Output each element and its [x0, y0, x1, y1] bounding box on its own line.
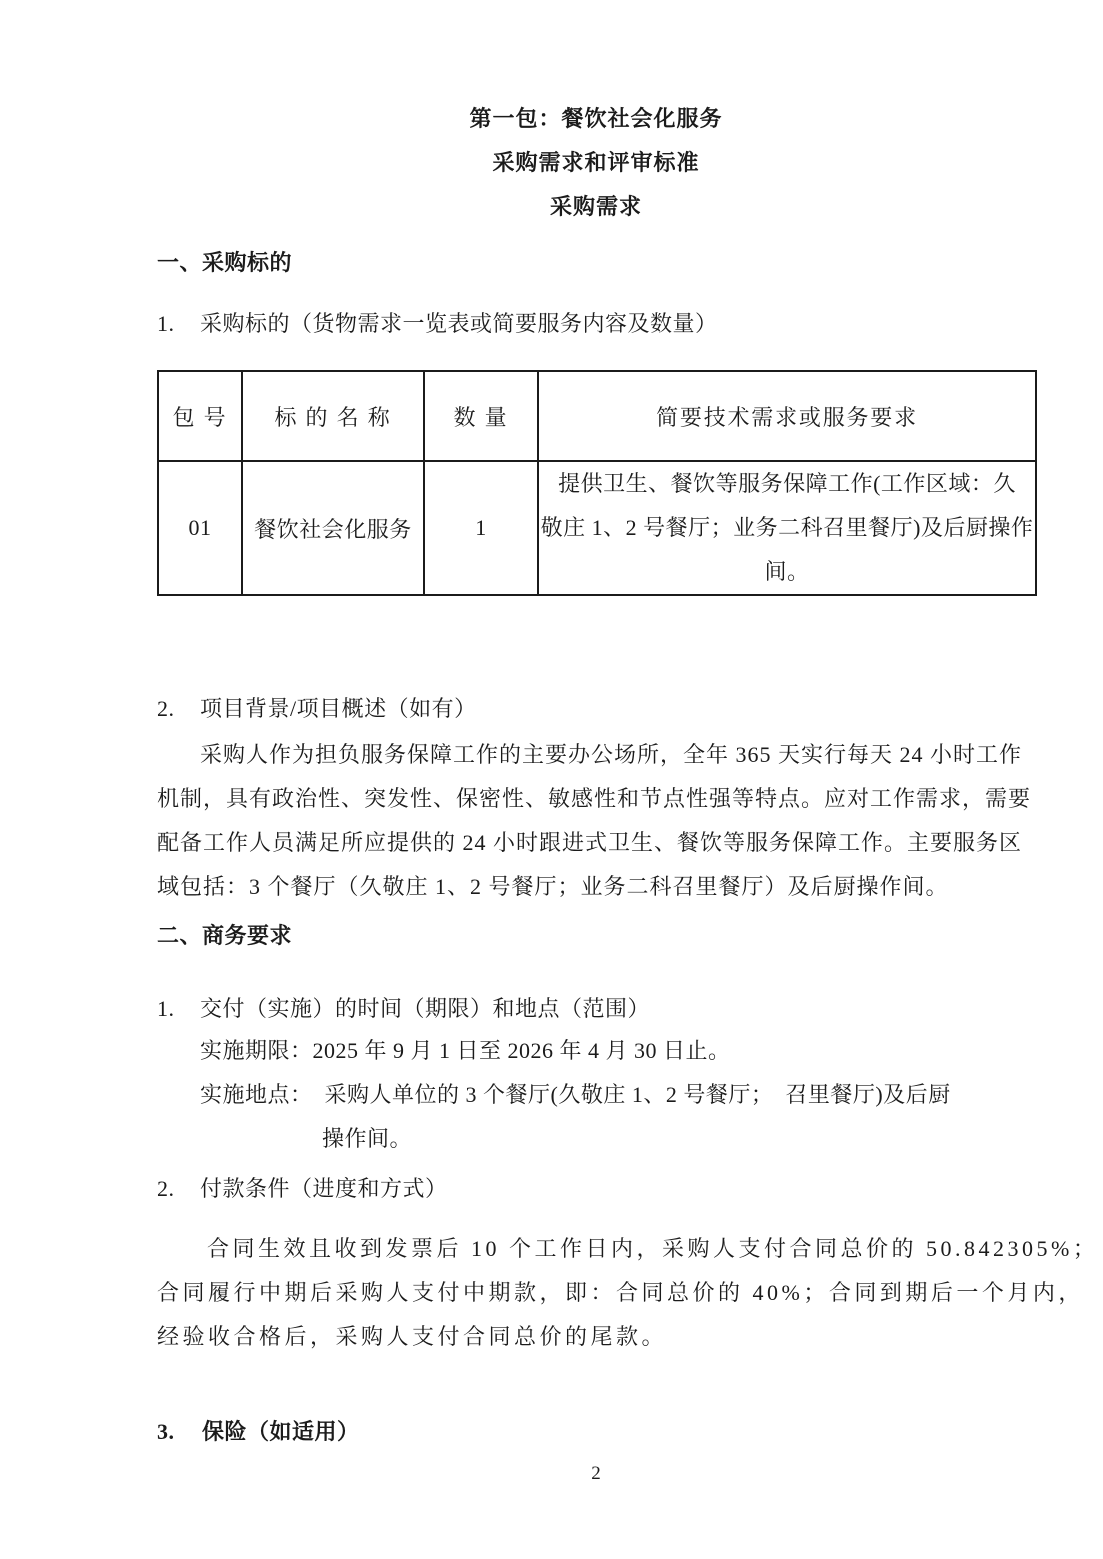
doc-title-requirements-standards: 采购需求和评审标准	[492, 150, 700, 175]
list-item-payment-terms	[157, 1176, 1035, 1202]
section-heading-business-requirements: 二、商务要求	[157, 923, 293, 948]
item-text: 付款条件（进度和方式）	[200, 1176, 448, 1201]
header-cell-requirements: 简要技术需求或服务要求	[538, 371, 1036, 461]
paragraph-line: 合同履行中期后采购人支付中期款，即：合同总价的 40%；合同到期后一个月内，	[157, 1280, 1084, 1305]
list-item-procurement-subject	[157, 311, 1035, 337]
header-cell-subject-name: 标 的 名 称	[242, 371, 424, 461]
doc-title-requirements: 采购需求	[549, 194, 642, 219]
delivery-location-continuation: 操作间。	[322, 1126, 413, 1151]
item-text: 保险（如适用）	[202, 1419, 360, 1444]
item-number: 1.	[157, 996, 175, 1021]
table-data-row	[158, 461, 1036, 595]
header-cell-quantity: 数 量	[424, 371, 538, 461]
item-number: 3.	[157, 1419, 175, 1444]
requirement-line: 敬庄 1、2 号餐厅；业务二科召里餐厅)及后厨操作	[540, 515, 1034, 540]
paragraph-line: 合同生效且收到发票后 10 个工作日内，采购人支付合同总价的 50.842305%；	[207, 1236, 1099, 1261]
list-item-insurance	[157, 1419, 1035, 1445]
requirement-line: 间。	[764, 559, 810, 584]
doc-title-package: 第一包：餐饮社会化服务	[469, 106, 723, 131]
cell-subject-name: 餐饮社会化服务	[242, 461, 424, 595]
header-cell-package-no: 包 号	[158, 371, 242, 461]
delivery-location-line: 实施地点： 采购人单位的 3 个餐厅(久敬庄 1、2 号餐厅； 召里餐厅)及后厨	[200, 1082, 951, 1107]
document-title-block	[157, 97, 1035, 229]
section-heading-procurement-subject: 一、采购标的	[157, 250, 293, 275]
paragraph-line: 采购人作为担负服务保障工作的主要办公场所，全年 365 天实行每天 24 小时工作	[200, 742, 1023, 767]
item-number: 1.	[157, 311, 175, 336]
background-paragraph	[157, 733, 1035, 909]
page-number: 2	[591, 1463, 601, 1484]
item-text: 项目背景/项目概述（如有）	[200, 696, 477, 721]
list-item-delivery	[157, 996, 1035, 1022]
delivery-details	[157, 1029, 1035, 1161]
delivery-period-line: 实施期限：2025 年 9 月 1 日至 2026 年 4 月 30 日止。	[200, 1038, 731, 1063]
cell-requirements	[538, 461, 1036, 595]
paragraph-line: 经验收合格后，采购人支付合同总价的尾款。	[157, 1324, 668, 1349]
payment-paragraph	[157, 1227, 1099, 1359]
requirement-line: 提供卫生、餐饮等服务保障工作(工作区域：久	[558, 471, 1016, 496]
procurement-table	[157, 370, 1037, 596]
paragraph-line: 机制，具有政治性、突发性、保密性、敏感性和节点性强等特点。应对工作需求，需要	[157, 786, 1032, 811]
cell-package-no: 01	[158, 461, 242, 595]
paragraph-line: 配备工作人员满足所应提供的 24 小时跟进式卫生、餐饮等服务保障工作。主要服务区	[157, 830, 1023, 855]
item-number: 2.	[157, 696, 175, 721]
cell-quantity: 1	[424, 461, 538, 595]
item-number: 2.	[157, 1176, 175, 1201]
item-text: 交付（实施）的时间（期限）和地点（范围）	[200, 996, 651, 1021]
paragraph-line: 域包括：3 个餐厅（久敬庄 1、2 号餐厅；业务二科召里餐厅）及后厨操作间。	[157, 874, 949, 899]
table-header-row	[158, 371, 1036, 461]
list-item-project-background	[157, 696, 1035, 722]
item-text: 采购标的（货物需求一览表或简要服务内容及数量）	[200, 311, 718, 336]
